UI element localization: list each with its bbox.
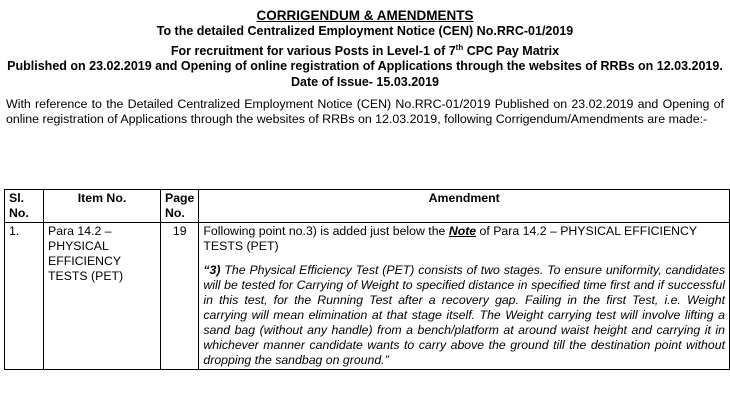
recruitment-line: [0, 40, 730, 60]
recruitment-line-post: CPC Pay Matrix: [463, 43, 560, 58]
header-page-no: Page No.: [161, 190, 199, 223]
publication-line: Published on 23.02.2019 and Opening of online registration of Applications through the websites of RRBs on 12.03.2019.: [7, 59, 723, 74]
recruitment-line-sup: th: [455, 42, 464, 52]
document-title: CORRIGENDUM & AMENDMENTS: [256, 8, 474, 23]
header-sl-no: Sl. No.: [5, 190, 44, 223]
row-page-no: 19: [161, 223, 199, 370]
issue-date: Date of Issue- 15.03.2019: [291, 74, 439, 89]
row-sl-no: 1.: [5, 223, 44, 370]
header-item-no: Item No.: [44, 190, 161, 223]
intro-paragraph: With reference to the Detailed Centralized Employment Notice (CEN) No.RRC-01/2019 Published on 23.02.2019 and Opening of online registration of Applications through the websites of RRBs on 12.03.2019, following Corrigendum/Amendments are made:-: [6, 96, 724, 126]
amendment-table: [4, 189, 730, 370]
amendment-intro-post: of Para 14.2 – PHYSICAL EFFICIENCY TESTS (PET): [203, 224, 697, 253]
amendment-note: Note: [448, 224, 477, 238]
row-item-no: Para 14.2 – PHYSICAL EFFICIENCY TESTS (PET): [44, 223, 161, 370]
amendment-quote: [203, 263, 725, 368]
row-amendment: [199, 223, 730, 370]
cen-reference-line: To the detailed Centralized Employment Notice (CEN) No.RRC-01/2019: [156, 24, 574, 38]
table-header-row: [5, 190, 730, 223]
table-row: [5, 223, 730, 370]
header-amendment: Amendment: [199, 190, 730, 223]
amendment-intro: [203, 224, 725, 254]
amendment-point-number: “3): [203, 263, 221, 277]
amendment-point-text: The Physical Efficiency Test (PET) consists of two stages. To ensure uniformity, candidates will be tested for Carrying of Weight to specified distance in specified time first and if successful in this test, for the Running Test after a recovery gap. Failing in the first Test, i.e. Weight carrying will mean elimination at that stage itself. The Weight carrying test will involve lifting a sand bag (without any handle) from a bench/platform at around waist height and carrying it in whichever manner candidate wants to carry above the ground till the destination point without dropping the sandbag on ground.”: [203, 263, 725, 367]
document-header: [0, 0, 730, 91]
amendment-intro-pre: Following point no.3) is added just below the: [203, 224, 449, 238]
recruitment-line-pre: For recruitment for various Posts in Level-1 of 7: [170, 43, 456, 58]
